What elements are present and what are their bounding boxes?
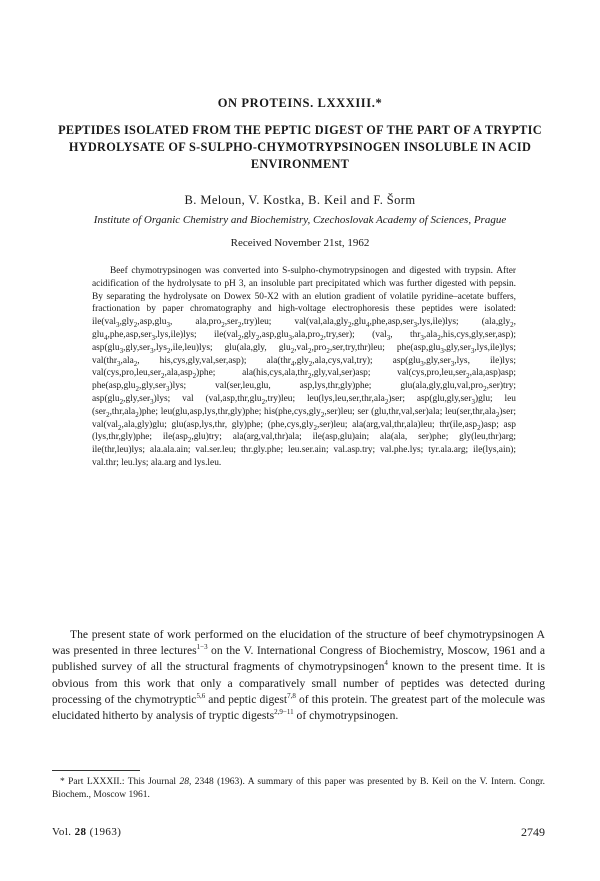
reference-marker: 7,8: [287, 691, 296, 700]
body-text-segment: on the V. International Congress of Biochemistry, Moscow, 1961 and a published survey of all the structural fragments of chymotrypsinogen: [52, 644, 545, 674]
footnote-segment: , 2348 (1963). A summary of this paper was presented by B. Keil on the V. Intern. Congr. Biochem., Moscow 1961.: [52, 777, 546, 800]
footnote: [52, 776, 545, 802]
volume-year: (1963): [89, 826, 122, 838]
body-text: [52, 627, 545, 724]
received-date: Received November 21st, 1962: [230, 237, 370, 249]
body-text-segment: of this protein. The greatest part of the molecule was elucidated hitherto by analysis of tryptic digests: [52, 692, 545, 723]
footnote-divider: [52, 770, 140, 771]
footnote-volume: 28: [179, 777, 189, 787]
body-text-segment: known to the present time. It is obvious from this work that only a comparatively small number of peptides was detected during processing of the chymotryptic: [52, 660, 545, 706]
body-text-segment: of chymotrypsinogen.: [293, 709, 399, 723]
footnote-text: [52, 776, 545, 802]
reference-marker: 5,6: [196, 691, 206, 700]
volume-number: 28: [74, 826, 87, 838]
page-number: 2749: [521, 825, 545, 839]
reference-marker: 1−3: [196, 643, 208, 652]
abstract-text: [92, 265, 516, 470]
reference-marker: 4: [384, 659, 388, 668]
body-text-segment: The present state of work performed on the elucidation of the structure of beef chymotrypsinogen A was presented in three lectures: [52, 628, 545, 658]
volume-label: Vol.: [52, 826, 72, 838]
volume-info: [52, 826, 121, 838]
footnote-segment: * Part LXXXII.: This Journal: [60, 777, 180, 787]
affiliation: Institute of Organic Chemistry and Biochemistry, Czechoslovak Academy of Sciences, Prague: [93, 214, 507, 226]
authors: B. Meloun, V. Kostka, B. Keil and F. Šorm: [184, 193, 416, 207]
reference-marker: 2,9−11: [274, 708, 294, 717]
abstract-intro: Beef chymotrypsinogen was converted into S-sulpho-chymotrypsinogen and digested with trypsin. After acidification of the hydrolysate to pH 3, an insoluble part precipitated which was further digested with pepsin. By separating the hydrolysate on Dowex 50-X2 with an elution gradient of volatile pyridine–acetate buffers, fractionation by paper chromatography and high-voltage electrophoresis these peptides were isolated:: [92, 266, 516, 315]
series-title: ON PROTEINS. LXXXIII.*: [217, 96, 383, 110]
body-text-segment: and peptic digest: [205, 692, 288, 706]
body-paragraph: [52, 627, 545, 724]
article-title: PEPTIDES ISOLATED FROM THE PEPTIC DIGEST OF THE PART OF A TRYPTIC HYDROLYSATE OF S-SULPHO-CHYMOTRYPSINOGEN INSOLUBLE IN ACID ENVIRONMENT: [58, 123, 542, 171]
peptide-list: ile(val$_3$,gly$_2$,asp,glu$_3$, ala,pro$_2$,ser$_2$,try)leu; val(val,ala,gly$_2$,glu$_4$,phe,asp,ser$_3$,lys,ile)lys; (ala,gly$_2$, glu$_4$,phe,asp,ser$_3$,lys,ile)lys; ile(val$_2$,gly$_2$,asp,glu$_3$,ala,pro$_2$,try,ser); (val$_3$, thr$_3$,ala$_2$,his,cys,gly,ser,asp); asp(glu$_3$,gly,ser$_3$,lys$_2$,ile,leu)lys; glu(ala,gly, glu$_2$,val$_2$,pro$_2$,ser,try,thr)leu; phe(asp,glu$_3$,gly,ser$_3$,lys,ile)lys; val(thr$_3$,ala$_2$, his,cys,gly,val,ser,asp); ala(thr$_4$,gly$_2$,ala,cys,val,try); asp(glu$_3$,gly,ser$_3$,lys, ile)lys; val(cys,pro,leu,ser$_2$,ala,asp$_2$)phe; ala(his,cys,ala,thr$_2$,gly,val,ser)asp; val(cys,pro,leu,ser$_2$,ala,asp)asp; phe(asp,glu$_2$,gly,ser$_3$)lys; val(ser,leu,glu, asp,lys,thr,gly)phe; glu(ala,gly,glu,val,pro$_2$,ser)try; asp(glu$_2$,gly,ser$_3$)lys; val (val,asp,thr,glu$_2$,try)leu; leu(lys,leu,ser,thr,ala$_2$)ser; asp(glu,gly,ser$_3$)glu; leu (ser$_2$,thr,ala$_2$)phe; leu(glu,asp,lys,thr,gly)phe; his(phe,cys,gly$_2$,ser)leu; ser (glu,thr,val,ser)ala; leu(ser,thr,ala$_2$)ser; val(val$_2$,ala,gly)glu; glu(asp,lys,thr, gly)phe; (phe,cys,gly$_2$,ser)leu; ala(arg,val,thr,ala)leu; thr(ile,asp$_2$)asp; asp (lys,thr,gly)phe; ile(asp$_2$,glu)try; ala(arg,val,thr)ala; ile(asp,glu)ain; ala(ala, ser)phe; gly(leu,thr)arg; ile(thr,leu)lys; ala.ala.ain; val.ser.leu; thr.gly.phe; leu.ser.ain; val.asp.try; val.phe.lys; tyr.ala.arg; ile(lys,ain); val.thr; leu.lys; ala.arg and lys.leu.: [92, 317, 516, 468]
abstract: [92, 265, 516, 470]
